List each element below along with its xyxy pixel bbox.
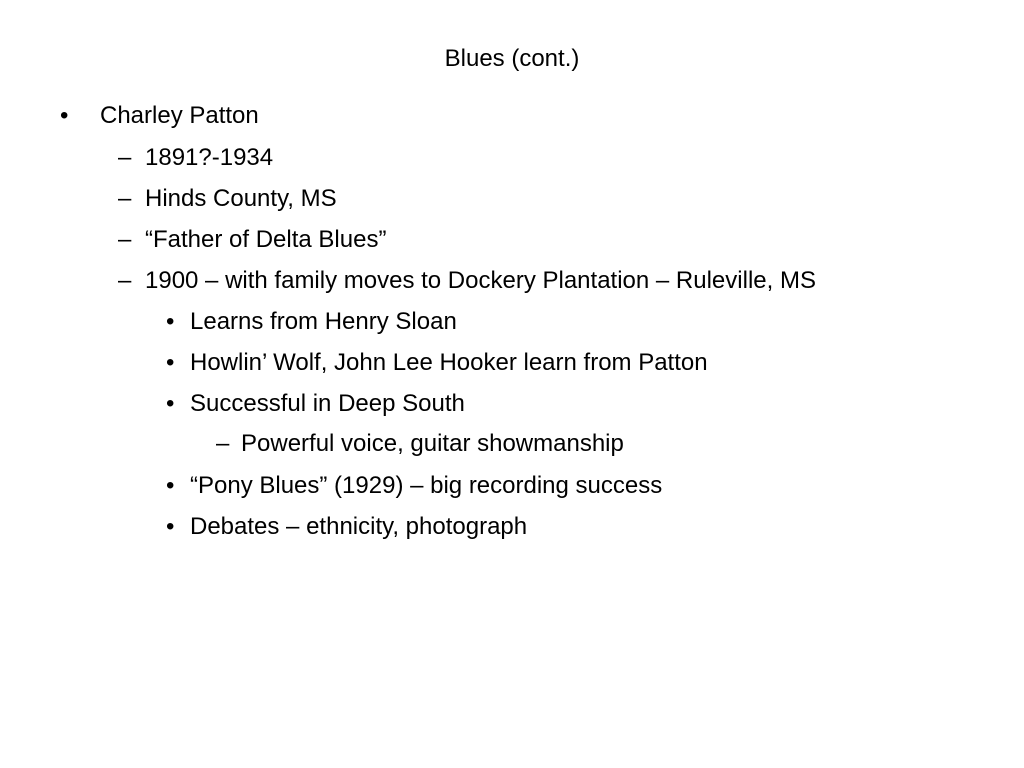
detail-text: Powerful voice, guitar showmanship — [241, 430, 624, 457]
bullet-marker: • — [60, 102, 69, 129]
subsubitem-text: Howlin’ Wolf, John Lee Hooker learn from Patton — [190, 349, 708, 376]
bullet-marker: • — [166, 390, 175, 417]
subsubitem-text: Debates – ethnicity, photograph — [190, 513, 528, 540]
bullet-marker: • — [166, 513, 175, 540]
subsubitem-text: Successful in Deep South — [190, 390, 465, 417]
subitem-text: “Father of Delta Blues” — [145, 226, 387, 253]
dash-marker: – — [118, 226, 132, 253]
dash-marker: – — [118, 267, 132, 294]
subitem-text: 1891?-1934 — [145, 144, 274, 171]
bullet-marker: • — [166, 308, 175, 335]
bullet-marker: • — [166, 472, 175, 499]
dash-marker: – — [216, 430, 230, 457]
subsubitem-text: Learns from Henry Sloan — [190, 308, 457, 335]
slide-title: Blues (cont.) — [444, 45, 580, 72]
subitem-text: Hinds County, MS — [145, 185, 337, 212]
dash-marker: – — [118, 185, 132, 212]
dash-marker: – — [118, 144, 132, 171]
subitem-text: 1900 – with family moves to Dockery Plantation – Ruleville, MS — [145, 267, 816, 294]
bullet-text: Charley Patton — [100, 102, 259, 129]
bullet-marker: • — [166, 349, 175, 376]
subsubitem-text: “Pony Blues” (1929) – big recording success — [190, 472, 663, 499]
